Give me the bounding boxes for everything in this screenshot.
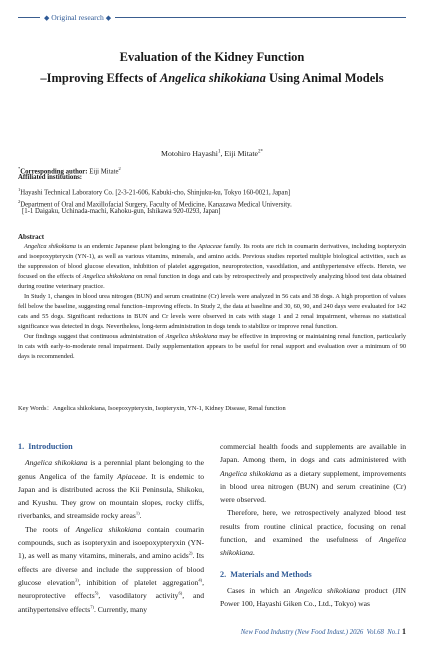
author-name: Eiji Mitate [224,149,258,158]
affiliation-2: $^2$Department of Oral and Maxillofacial Surgery, Faculty of Medicine, Kanazawa Medical University. [18,199,292,209]
abstract-heading: Abstract [18,233,45,241]
section-label [40,12,115,24]
left-column [18,440,204,616]
body-paragraph: Therefore, here, we retrospectively analyzed blood test results from routine clinical practice, focusing on renal function, and examined the usefulness of Angelica shikokiana. [220,508,406,558]
affiliations-label: Affiliated institutions: [18,174,83,181]
author-name: Motohiro Hayashi [161,149,218,158]
affiliation-2-address: [1-1 Daigaku, Uchinada-machi, Kahoku-gun, Ishikawa 920-0293, Japan] [22,208,221,215]
body-paragraph: Cases in which an Angelica shikokiana product (JIN Power 100, Hayashi Giken Co., Ltd., Tokyo) was [220,585,406,609]
section-heading-introduction: 1. Introduction [18,442,73,451]
paper-title-line1: Evaluation of the Kidney Function [119,50,305,64]
body-paragraph: The roots of Angelica shikokiana contain coumarin compounds, such as isopteryxin and isoepoxypteryxin (YN-1), as well as many vitamins, minerals, and amino acids$^{2)}$. Its effects are diverse and include the suppression of blood glucose elevation$^{3)}$, inhibition of platelet aggregation$^{4)}$, neuroprotective effects$^{5)}$, vasodilatory activity$^{6)}$, and antihypertensive effects$^{7)}$. Currently, many [18,524,205,614]
affiliation-1: $^1$Hayashi Technical Laboratory Co. [2-3-21-606, Kabuki-cho, Shinjuku-ku, Tokyo 160-0021, Japan] [18,187,291,197]
diamond-icon: ◆ [44,14,50,22]
paper-title-line2: –Improving Effects of Angelica shikokiana Using Animal Models [40,71,384,85]
page-footer [241,627,406,636]
abstract-paragraph: In Study 1, changes in blood urea nitrogen (BUN) and serum creatinine (Cr) levels were analyzed in 56 cats and 38 dogs. A high proportion of values fell below the baseline, suggesting renal function–improving effects. In Study 2, the data at baseline and 30, 60, 90, and 240 days were evaluated for 142 cats and 55 dogs. Significant reductions in BUN and Cr levels were observed in cats with stage 1 and 2 renal impairment, whereas no statistical significance was detected in dogs. Nevertheless, long-term administration in dogs tends to stabilize or improve renal function. [18,293,406,330]
abstract-paragraph: Angelica shikokiana is an endemic Japanese plant belonging to the Apiaceae family. Its roots are rich in coumarin derivatives, including isopteryxin and isoepoxypteryxin (YN-1), as well as various vitamins, minerals, and amino acids. Previous studies reported multiple biological activities, such as the suppression of blood glucose elevation, inhibition of platelet aggregation, neuroprotection, vasodilation, and antihypertensive effects. Herein, we focused on the effects of Angelica shikokiana on renal function in dogs and cats by retrospectively and prospectively analyzing blood test data obtained during routine veterinary practice. [18,243,407,290]
corresponding-author: *Corresponding author: Eiji Mitate$^2$ [18,166,121,176]
section-heading-methods: 2. Materials and Methods [220,569,312,579]
abstract-paragraph: Our findings suggest that continuous administration of Angelica shikokiana may be effective in improving or maintaining renal function, particularly in cats with early-to-moderate renal impairment. Daily supplementation appears to be useful for renal support and evaluation over a minimum of 90 days is recommended. [18,333,407,360]
author-list: Motohiro Hayashi$^1$, Eiji Mitate$^{2*}$ [161,149,263,158]
body-paragraph: commercial health foods and supplements are available in Japan. Among them, in dogs and cats administered with Angelica shikokiana as a dietary supplement, improvements in blood urea nitrogen (BUN) and serum creatinine (Cr) were observed. [220,442,406,505]
right-column [220,440,406,611]
page-number: 1 [402,627,406,636]
abstract-body [18,242,406,362]
section-header [18,12,406,24]
keywords: Key Words：Angelica shikokiana, Isoepoxypteryxin, Isopteryxin, YN-1, Kidney Disease, Renal function [18,405,286,412]
section-label-text: Original research [51,13,104,22]
journal-citation: New Food Industry (New Food Indust.) 2026 Vol.68 No.1 [240,629,401,636]
body-paragraph: Angelica shikokiana is a perennial plant belonging to the genus Angelica of the family Apiaceae. It is endemic to Japan and is distributed across the Kii Peninsula, Shikoku, and Kyushu. They grow on mountain slopes, rocky cliffs, riverbanks, and streamside rocky areas$^{1)}$. [18,458,205,521]
diamond-icon: ◆ [105,14,112,22]
